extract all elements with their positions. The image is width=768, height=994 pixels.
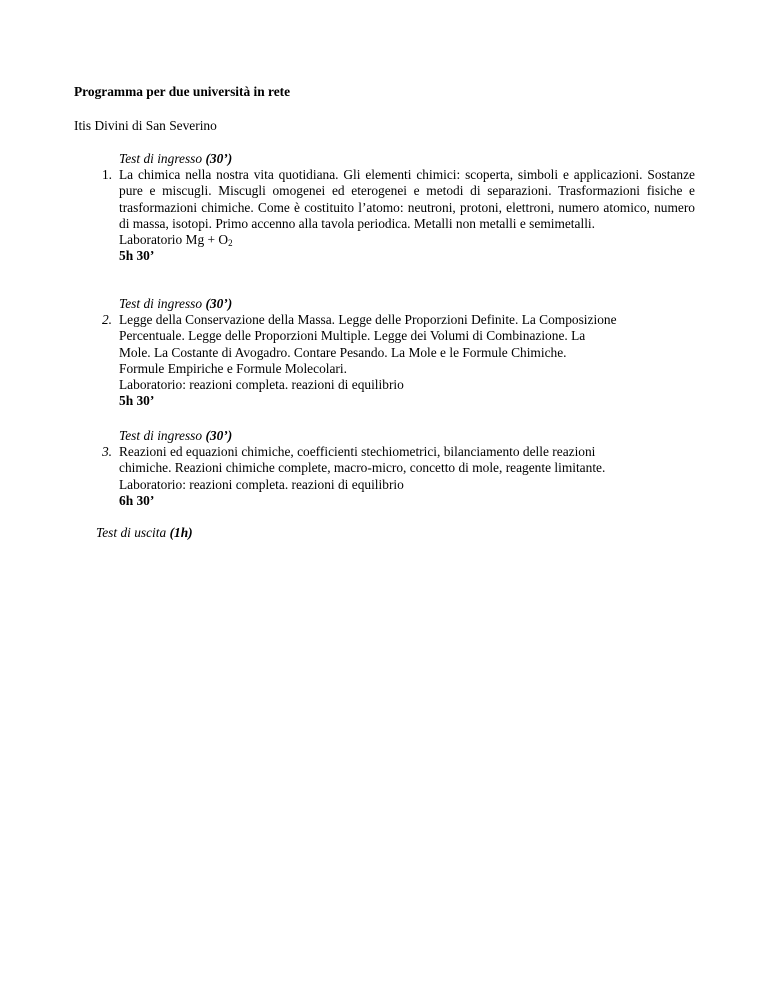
- list-item-number: 1.: [101, 167, 112, 183]
- program-section-3: [74, 428, 695, 509]
- content-line: Reazioni ed equazioni chimiche, coefficienti stechiometrici, bilanciamento delle reazioni: [119, 444, 596, 460]
- list-item: [74, 312, 695, 377]
- list-item: [74, 444, 695, 476]
- content-line: Percentuale. Legge delle Proporzioni Multiple. Legge dei Volumi di Combinazione. La: [119, 328, 586, 344]
- lab-line: [74, 232, 695, 248]
- exit-test-line: [96, 525, 193, 541]
- entry-test-line: [74, 296, 695, 312]
- section-content: [119, 444, 695, 476]
- entry-test-time: (30’): [205, 151, 233, 166]
- entry-test-time: (30’): [205, 296, 233, 311]
- entry-test-time: (30’): [205, 428, 233, 443]
- school-name: Itis Divini di San Severino: [74, 118, 217, 133]
- list-item: [74, 167, 695, 232]
- entry-test-line: [74, 151, 695, 167]
- list-item-number: 2.: [101, 312, 112, 328]
- document-title: Programma per due università in rete: [74, 84, 291, 99]
- content-line: Legge della Conservazione della Massa. Legge delle Proporzioni Definite. La Composizione: [119, 312, 617, 328]
- content-line: Mole. La Costante di Avogadro. Contare Pesando. La Mole e le Formule Chimiche.: [119, 344, 567, 360]
- section-hours: 5h 30’: [119, 248, 155, 264]
- exit-test-label: Test di uscita: [96, 525, 167, 540]
- entry-test-label: Test di ingresso: [119, 296, 203, 311]
- program-section-1: [74, 151, 695, 264]
- lab-line: Laboratorio: reazioni completa. reazioni di equilibrio: [119, 377, 404, 393]
- entry-test-label: Test di ingresso: [119, 151, 203, 166]
- content-line: chimiche. Reazioni chimiche complete, macro-micro, concetto di mole, reagente limitante.: [119, 460, 606, 476]
- entry-test-label: Test di ingresso: [119, 428, 203, 443]
- section-content: La chimica nella nostra vita quotidiana. Gli elementi chimici: scoperta, simboli e applicazioni. Sostanze pure e miscugli. Miscugli omogenei ed eterogenei e metodi di separazioni. Trasformazioni fisiche e trasformazioni chimiche. Come è costituito l’atomo: neutroni, protoni, elettroni, numero atomico, numero di massa, isotopi. Primo accenno alla tavola periodica. Metalli non metalli e semimetalli.: [119, 167, 695, 231]
- section-hours: 5h 30’: [119, 393, 155, 409]
- lab-text: Laboratorio Mg + O: [119, 232, 229, 248]
- section-content: [119, 312, 695, 377]
- exit-test-time: (1h): [169, 525, 193, 540]
- entry-test-line: [74, 428, 695, 444]
- lab-line: Laboratorio: reazioni completa. reazioni di equilibrio: [119, 476, 404, 492]
- content-line: Formule Empiriche e Formule Molecolari.: [119, 360, 347, 376]
- program-section-2: [74, 296, 695, 409]
- section-hours: 6h 30’: [119, 492, 155, 508]
- lab-subscript: 2: [228, 238, 233, 249]
- list-item-number: 3.: [101, 444, 112, 460]
